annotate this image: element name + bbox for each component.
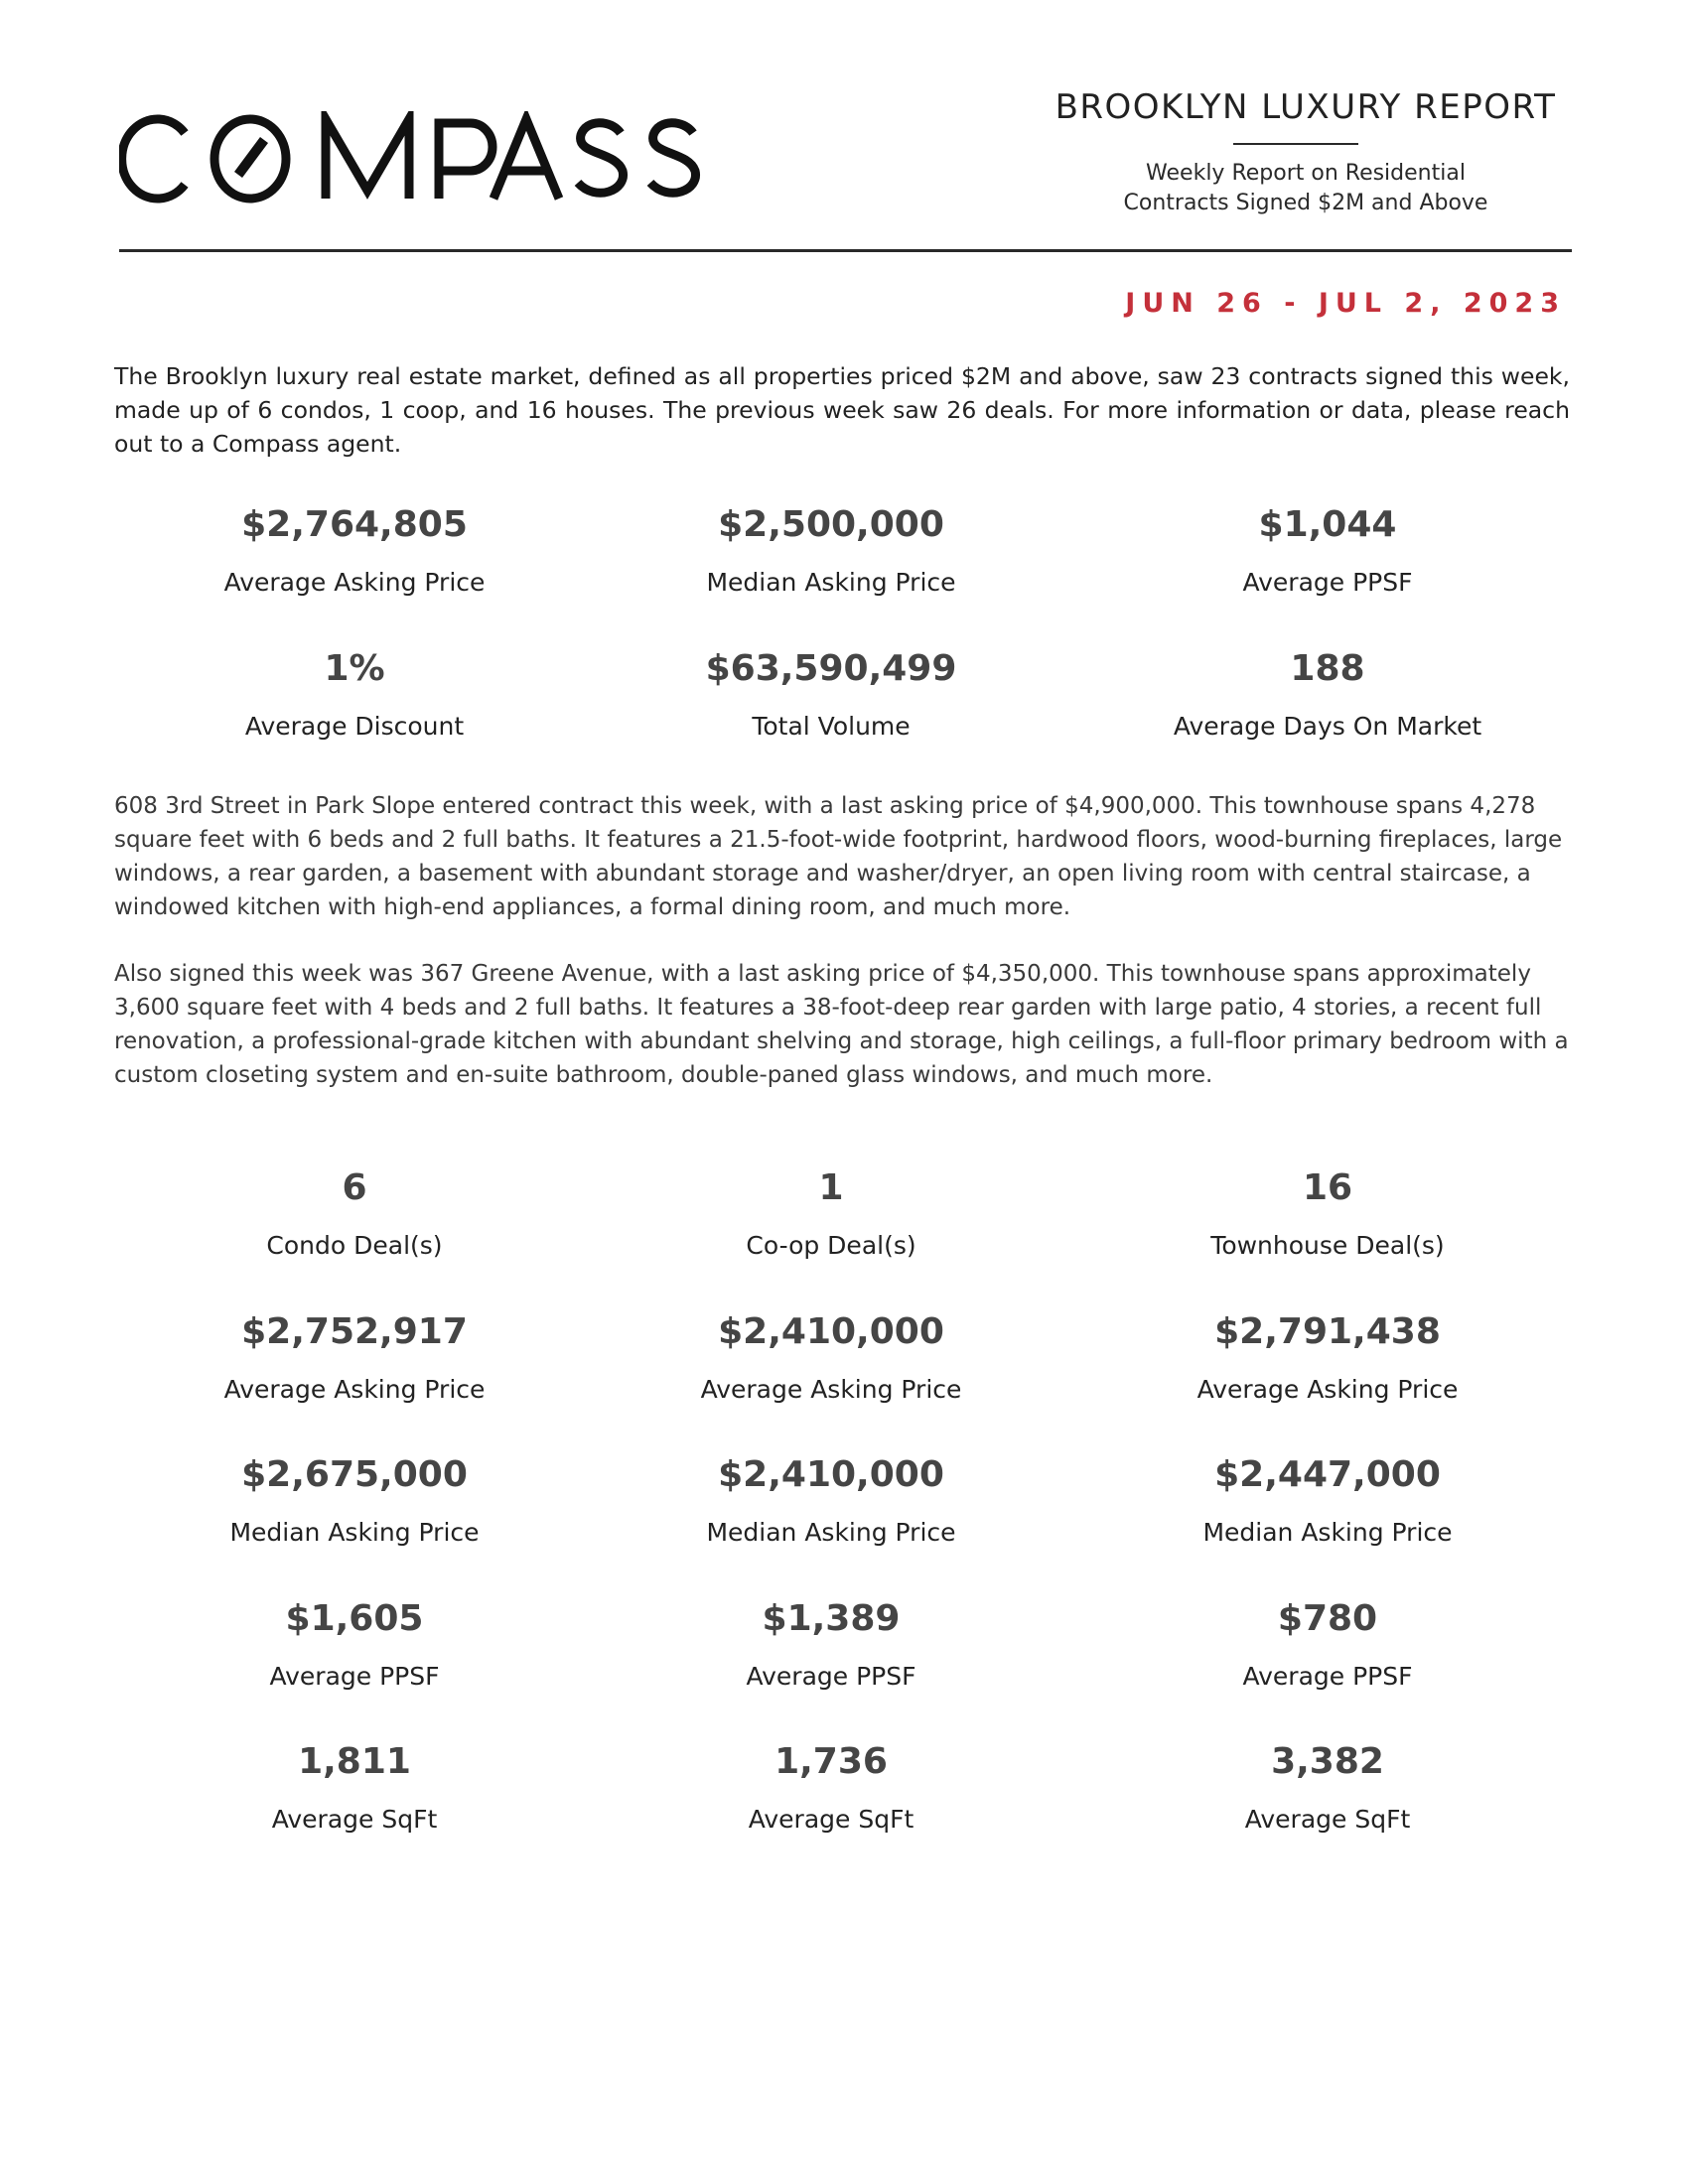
subtitle-line-2: Contracts Signed $2M and Above: [1123, 191, 1488, 215]
stat-value: $2,752,917: [241, 1311, 468, 1352]
stat-label: Total Volume: [752, 712, 911, 741]
stat-value: 188: [1290, 648, 1365, 689]
report-title: BROOKLYN LUXURY REPORT: [1055, 87, 1557, 127]
stat-label: Average PPSF: [1242, 1662, 1413, 1691]
stat-label: Average Discount: [244, 712, 465, 741]
stat-average-days-on-market: [1089, 647, 1566, 743]
highlight-paragraph-367-greene-avenue: Also signed this week was 367 Greene Avenue, with a last asking price of $4,350,000. This townhouse spans approximately 3,600 square feet with 4 beds and 2 full baths. It features a 38-foot-deep rear garden with large patio, 4 stories, a recent full renovation, a professional-grade kitchen with abundant shelving and storage, high ceilings, a full-floor primary bedroom with a custom closeting system and en-suite bathroom, double-paned glass windows, and much more.: [114, 961, 1569, 1088]
stat-value: $1,389: [762, 1598, 901, 1639]
stat-label: Average SqFt: [748, 1805, 914, 1834]
stat-value: 16: [1302, 1167, 1353, 1208]
townhouse-average-asking-price: [1089, 1310, 1566, 1406]
stat-value: 1,811: [298, 1741, 411, 1782]
stat-label: Townhouse Deal(s): [1210, 1231, 1445, 1260]
stat-value: $2,410,000: [718, 1454, 944, 1495]
condo-average-sqft: [116, 1740, 593, 1836]
townhouse-deals: [1089, 1166, 1566, 1262]
stat-value: $2,500,000: [718, 504, 944, 545]
stat-label: Average Days On Market: [1173, 712, 1482, 741]
stat-average-discount: [116, 647, 593, 743]
coop-average-asking-price: [593, 1310, 1069, 1406]
stat-label: Average SqFt: [271, 1805, 438, 1834]
townhouse-average-sqft: [1089, 1740, 1566, 1836]
stat-value: $2,447,000: [1214, 1454, 1441, 1495]
stat-value: $1,605: [285, 1598, 424, 1639]
condo-deals: [116, 1166, 593, 1262]
stat-total-volume: [593, 647, 1069, 743]
stat-label: Average PPSF: [1242, 568, 1413, 597]
stat-value: 3,382: [1271, 1741, 1384, 1782]
condo-median-asking-price: [116, 1453, 593, 1549]
stat-label: Median Asking Price: [706, 1518, 956, 1547]
stat-label: Average Asking Price: [700, 1375, 962, 1404]
stat-label: Average SqFt: [1244, 1805, 1411, 1834]
stat-label: Average PPSF: [269, 1662, 440, 1691]
stat-average-asking-price: [116, 503, 593, 599]
condo-average-ppsf: [116, 1597, 593, 1693]
coop-median-asking-price: [593, 1453, 1069, 1549]
stat-average-ppsf: [1089, 503, 1566, 599]
header-divider: [119, 249, 1572, 252]
stat-label: Average PPSF: [746, 1662, 916, 1691]
stat-label: Co-op Deal(s): [746, 1231, 916, 1260]
stat-label: Median Asking Price: [706, 568, 956, 597]
stat-value: 1%: [324, 648, 385, 689]
stat-label: Condo Deal(s): [266, 1231, 443, 1260]
coop-average-ppsf: [593, 1597, 1069, 1693]
intro-paragraph: The Brooklyn luxury real estate market, defined as all properties priced $2M and above, saw 23 contracts signed this week, made up of 6 condos, 1 coop, and 16 houses. The previous week saw 26 deals. For more information or data, please reach out to a Compass agent.: [114, 362, 1570, 458]
stat-value: $2,764,805: [241, 504, 468, 545]
stat-label: Median Asking Price: [229, 1518, 480, 1547]
condo-average-asking-price: [116, 1310, 593, 1406]
coop-deals: [593, 1166, 1069, 1262]
stat-label: Average Asking Price: [223, 568, 486, 597]
stat-value: $63,590,499: [705, 648, 957, 689]
stat-value: $780: [1277, 1598, 1378, 1639]
stat-label: Average Asking Price: [1196, 1375, 1459, 1404]
highlight-paragraph-608-3rd-street: 608 3rd Street in Park Slope entered contract this week, with a last asking price of $4,900,000. This townhouse spans 4,278 square feet with 6 beds and 2 full baths. It features a 21.5-foot-wide footprint, hardwood floors, wood-burning fireplaces, large windows, a rear garden, a basement with abundant storage and washer/dryer, an open living room with central staircase, a windowed kitchen with high-end appliances, a formal dining room, and much more.: [114, 793, 1563, 920]
stat-label: Median Asking Price: [1202, 1518, 1453, 1547]
stat-value: $2,675,000: [241, 1454, 468, 1495]
subtitle-line-1: Weekly Report on Residential: [1146, 161, 1466, 186]
stat-label: Average Asking Price: [223, 1375, 486, 1404]
stat-value: $1,044: [1258, 504, 1397, 545]
stat-value: 6: [342, 1167, 367, 1208]
stat-median-asking-price: [593, 503, 1069, 599]
townhouse-median-asking-price: [1089, 1453, 1566, 1549]
date-range: JUN 26 - JUL 2, 2023: [1125, 288, 1566, 319]
title-divider: [1233, 143, 1358, 145]
coop-average-sqft: [593, 1740, 1069, 1836]
stat-value: $2,791,438: [1214, 1311, 1441, 1352]
stat-value: 1,736: [774, 1741, 888, 1782]
compass-logo: [119, 111, 735, 206]
report-subtitle: [1003, 159, 1609, 218]
townhouse-average-ppsf: [1089, 1597, 1566, 1693]
stat-value: $2,410,000: [718, 1311, 944, 1352]
stat-value: 1: [818, 1167, 844, 1208]
